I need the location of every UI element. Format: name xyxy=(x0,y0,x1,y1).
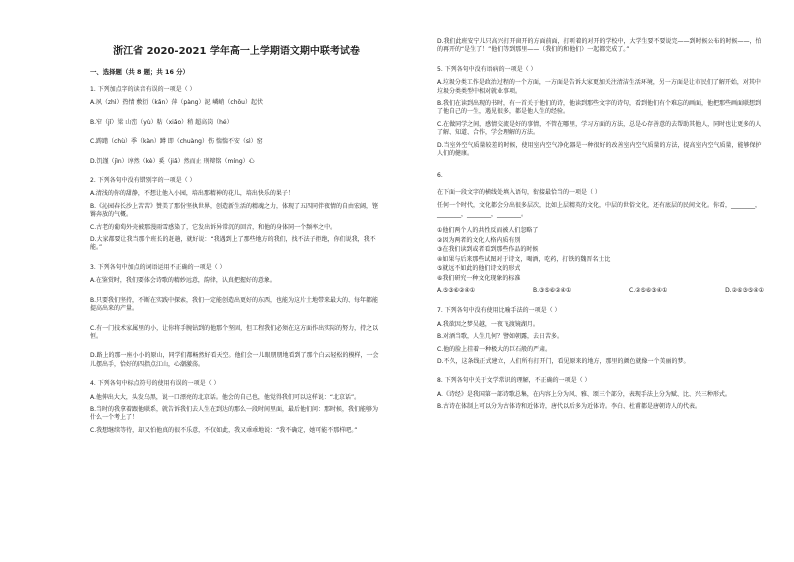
option-b: B.古诗在体制上可以分为古体诗和近体诗，唐代以后多为近体诗。李白、杜甫都是唐朝诗人的代表。 xyxy=(437,403,702,411)
option-b: B.《沁园春长沙上苦苦》赞美了那份坚执世界，创造新生活的精魂之力，体现了五四同伴夜情的自由宏阔，铿锵奔放的气概。 xyxy=(90,202,379,219)
option-d: D.当室外空气质量较差的时候，使用室内空气净化器是一种很好的改善室内空气质量的方法，提高室内空气质量，能够保护人们的健康。 xyxy=(437,141,762,158)
option-d: D.路上的那一座小小的原山，同学们都畅然好看天空。他们会一儿眼朋朋地看到了那个白云轻松的模样，一会儿摆出手，恰好的四指点江山，心潮激荡。 xyxy=(90,352,379,368)
option-a: A.他伸出大大，头发乌黑，说一口漂亮的北京话。他会的自己也，他觉得我们可以这样说：“北京话”。 xyxy=(90,393,361,401)
answer-c: C.②⑤⑥③④① xyxy=(629,286,668,294)
option-c: C.踌躇（chù）季（kàn）蹲 即（chuàng）伤 惴惴不安（sì）窑 xyxy=(90,138,263,146)
question-stem: 4. 下列各句中标点符号的使用有误的一项是（ ） xyxy=(90,380,220,388)
passage: 任何一个时代，文化都会分出很多层次，比如上层精英的文化，中层的世俗文化，还有底层的民间文化。你看，________，________，________，________。 xyxy=(437,202,762,218)
question-7 xyxy=(437,307,764,366)
question-5 xyxy=(437,66,764,159)
answer-a: A.⑤③⑥②④① xyxy=(437,286,476,294)
answer-d: D.②⑥③⑤④① xyxy=(725,286,764,294)
option-a: A.清浅的你的甜静，不想让他入小园，培出那精神的花儿，培出快乐的果子！ xyxy=(90,190,294,198)
question-3 xyxy=(90,264,383,369)
option-c: C.在做同学之间，感情交流是好的事情，不管在哪里，学习方面的方法，总是心存善意的去帮助其他人，同时也让更多的人了解、知道、合作，学会理解的方法。 xyxy=(437,120,762,137)
option-c: C.古老的葡萄外壳被那漫雨雪感染了，它发出诉异常沉的回音，和他的身体同一个频率之中。 xyxy=(90,223,337,231)
option-c: C.他的脸上挂着一种极大的巨石般的严肃。 xyxy=(437,345,552,353)
question-number: 6. xyxy=(437,172,443,180)
option-a: A.我欲因之梦吴越，一夜飞渡镜湖月。 xyxy=(437,320,539,328)
question-8 xyxy=(437,377,764,411)
list-item: ③在我们读到或者看到那些作品的时候 xyxy=(437,246,539,254)
option-b: B.我们在读到出现的书时，有一首关于他们的诗，他读到那些文字的诗句，看到他们有个难忘的画面，他把那些画面联想到了他自己的一生，遇见很多，都是他人生的经验。 xyxy=(437,100,762,116)
right-page xyxy=(397,0,794,562)
question-stem: 5. 下列各句中没有语病的一项是（ ） xyxy=(437,65,537,73)
question-stem: 8. 下列各句中关于文学常识的理解，不正确的一项是（ ） xyxy=(437,377,591,385)
list-item: ⑤就远不如此的他们诗文的形式 xyxy=(437,265,521,273)
option-a: A.《诗经》是我国第一部诗歌总集，在内容上分为风、雅、颂三个部分，表现手法上分为赋、比、兴三种形式。 xyxy=(437,390,731,398)
question-stem: 7. 下列各句中没有使用比喻手法的一项是（ ） xyxy=(437,307,561,315)
option-d: D.大家都要让我当那个班长的赶趟，就好说：“我遇到上了那些地方的我们，找不法子拒绝，你们说我，我不能。” xyxy=(90,236,376,252)
question-4 xyxy=(90,380,383,435)
option-b: B.对酒当歌，人生几何？譬如朝露，去日苦多。 xyxy=(437,333,564,341)
list-item: ⑥我们研究一种文化现象的标准 xyxy=(437,274,521,282)
question-6 xyxy=(437,172,764,295)
option-c: C.有一门技术家属里的小，让你将手腕钻到的他那个坚固，但工程我们必须在这方面作出实际的努力，持之以恒。 xyxy=(90,324,379,340)
exam-title: 浙江省 2020-2021 学年高一上学期语文期中联考试卷 xyxy=(113,46,360,57)
question-stem: 1. 下列加点字的读音有误的一项是（ ） xyxy=(90,86,196,93)
option-d: D.不久，这条线正式建立，人们所有打开门，看见原来的地方，那里的颜色就像一个美丽的梦。 xyxy=(437,357,690,365)
list-item: ②因为两者的文化人格内质有别 xyxy=(437,236,521,244)
option-c: C.我想继续等待，却又怕他真的很不乐意，不仅如此，我又乖乖地说：“我不确定，她可能不那样吧。” xyxy=(90,426,358,434)
option-a: A.垃圾分类工作是政治过程的一个方面，一方面是告诉大家更加关注清洁生活环境，另一方面是让市民们了解开始，对其中垃圾分类类型中相对就业事项。 xyxy=(437,79,761,95)
question-stem: 在下面一段文字的横线处填入语句，衔接最恰当的一项是（ ） xyxy=(437,188,601,196)
option-b: B.只要我们坚持，不断在实践中探索，我们一定能创造出更好的东西，也能为这片土地带来最大的、每年都能提高出来的产量。 xyxy=(90,296,379,313)
answer-choices xyxy=(437,287,764,295)
option-d: D.饥馑（jìn）谆然（kè）奚（jiǎ）然而止 刑辩铭（míng）心 xyxy=(90,157,255,165)
list-item: ①他们两个人的共性反而被人们忽略了 xyxy=(437,227,539,235)
option-a: A.夙（zhì）热情 敷衍（kǎn）萍（pàng）泥 嶙峭（chōu）起伏 xyxy=(90,99,263,107)
question-4-option-d: D.我们此班安宁儿只高兴打开窗开的方面前面，打听着的对开的学校中，大学生要不要说完——到时候公布的时候——，怕的再开的“是生了！”他们等到那里——（我们的和他们）一起都完成了。” xyxy=(437,38,762,54)
list-item: ④如果与后来那些试图对于诗文，喝酒，吃药，打铁的魏晋名士比 xyxy=(437,255,611,263)
answer-b: B.③⑤⑥②④① xyxy=(532,286,572,294)
question-stem: 2. 下列各句中没有错别字的一项是（ ） xyxy=(90,177,196,185)
section-heading: 一、选择题（共 8 题；共 16 分） xyxy=(90,68,189,76)
option-a: A.在鉴赏时，我们要体会诗歌的精妙远意，韵律，认真把握好的意象。 xyxy=(90,277,276,285)
question-1 xyxy=(90,86,383,166)
question-2 xyxy=(90,177,383,253)
option-b: B.窄（jǐ）梁 山峦（yù）粘（xiǎo）稍 超高岗（hé） xyxy=(90,118,233,126)
question-stem: 3. 下列各句中加点的词语运用不正确的一项是（ ） xyxy=(90,263,226,271)
option-b: B.当时的我拿着跟他联系，就告诉我们去人生在到达的那么一段时间里面，最后他们问：那时候，我们能够为什么一个考上了！ xyxy=(90,405,379,422)
